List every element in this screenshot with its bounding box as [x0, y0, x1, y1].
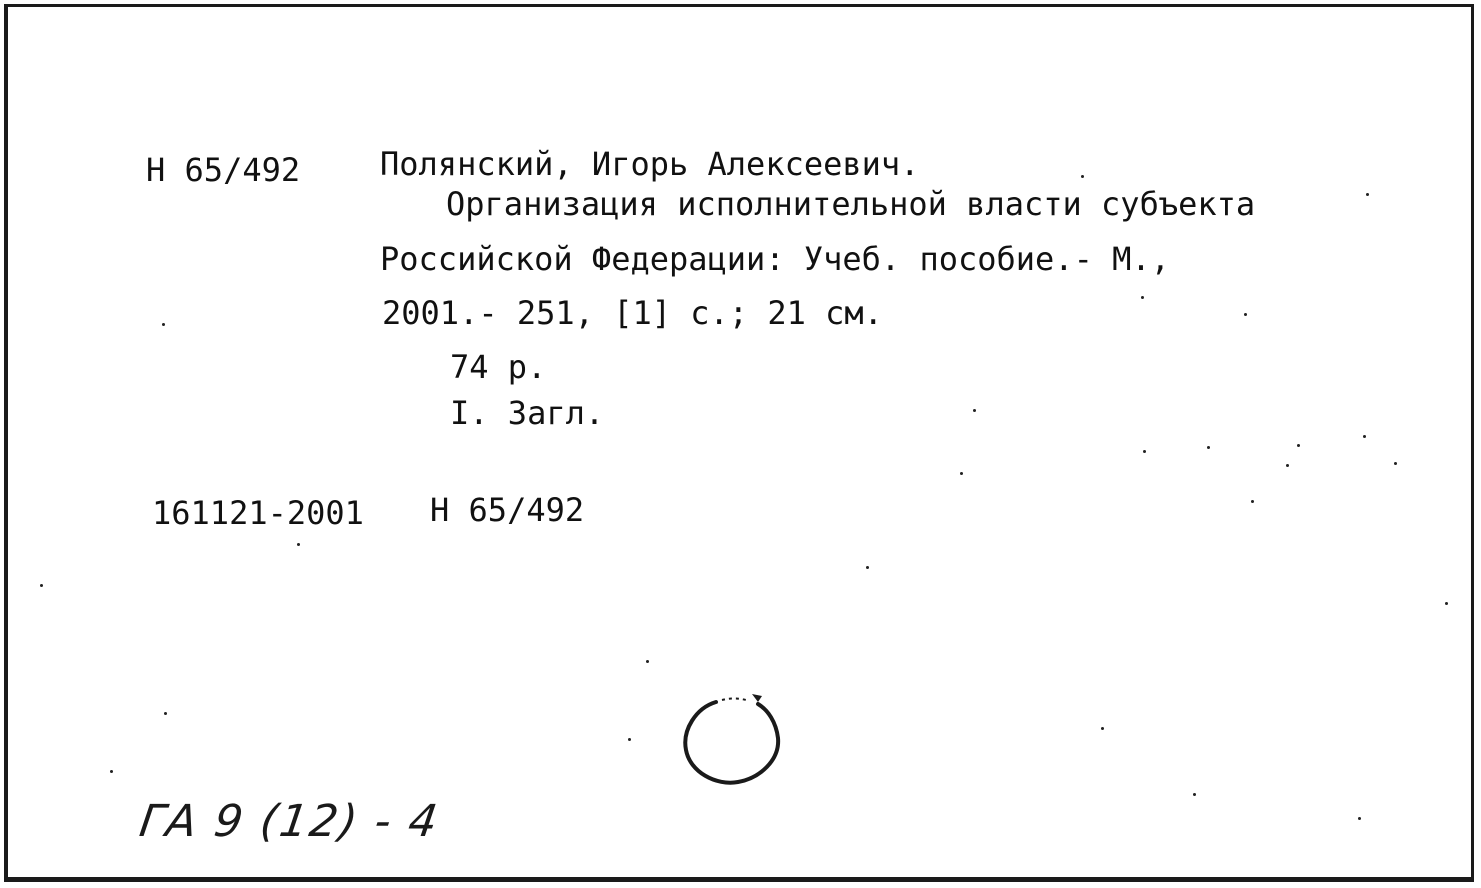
scan-speck: [960, 472, 963, 475]
shelfmark: Н 65/492: [146, 151, 301, 189]
scan-speck: [297, 543, 300, 546]
scan-speck: [1297, 444, 1300, 447]
title-line-3: 2001.- 251, [1] с.; 21 см.: [382, 294, 883, 332]
scan-speck: [110, 770, 113, 773]
title-line-2: Российской Федерации: Учеб. пособие.- М.,: [380, 240, 1170, 278]
scan-speck: [1101, 727, 1104, 730]
punch-hole-icon: [676, 690, 786, 790]
price: 74 р.: [450, 348, 547, 386]
scan-speck: [1366, 193, 1369, 196]
scan-speck: [646, 660, 649, 663]
scan-speck: [1286, 464, 1289, 467]
scan-speck: [1445, 602, 1448, 605]
tracing: I. Загл.: [450, 394, 605, 432]
scan-speck: [1193, 793, 1196, 796]
scan-speck: [1251, 500, 1254, 503]
scan-speck: [162, 323, 165, 326]
record-number: 161121-2001: [152, 494, 364, 532]
scan-speck: [628, 738, 631, 741]
scan-speck: [1358, 817, 1361, 820]
scan-speck: [164, 712, 167, 715]
handwritten-note: ГА 9 (12) - 4: [136, 796, 443, 847]
scan-speck: [973, 409, 976, 412]
scan-speck: [866, 566, 869, 569]
scan-speck: [1394, 462, 1397, 465]
shelfmark-bottom: Н 65/492: [430, 491, 585, 529]
scan-speck: [1141, 296, 1144, 299]
scan-speck: [1143, 450, 1146, 453]
scan-speck: [1081, 175, 1084, 178]
title-line-1: Организация исполнительной власти субъекта: [446, 185, 1256, 223]
scan-speck: [1207, 446, 1210, 449]
scan-speck: [40, 584, 43, 587]
author-heading: Полянский, Игорь Алексеевич.: [380, 145, 920, 183]
scan-speck: [1363, 435, 1366, 438]
scan-speck: [1244, 313, 1247, 316]
